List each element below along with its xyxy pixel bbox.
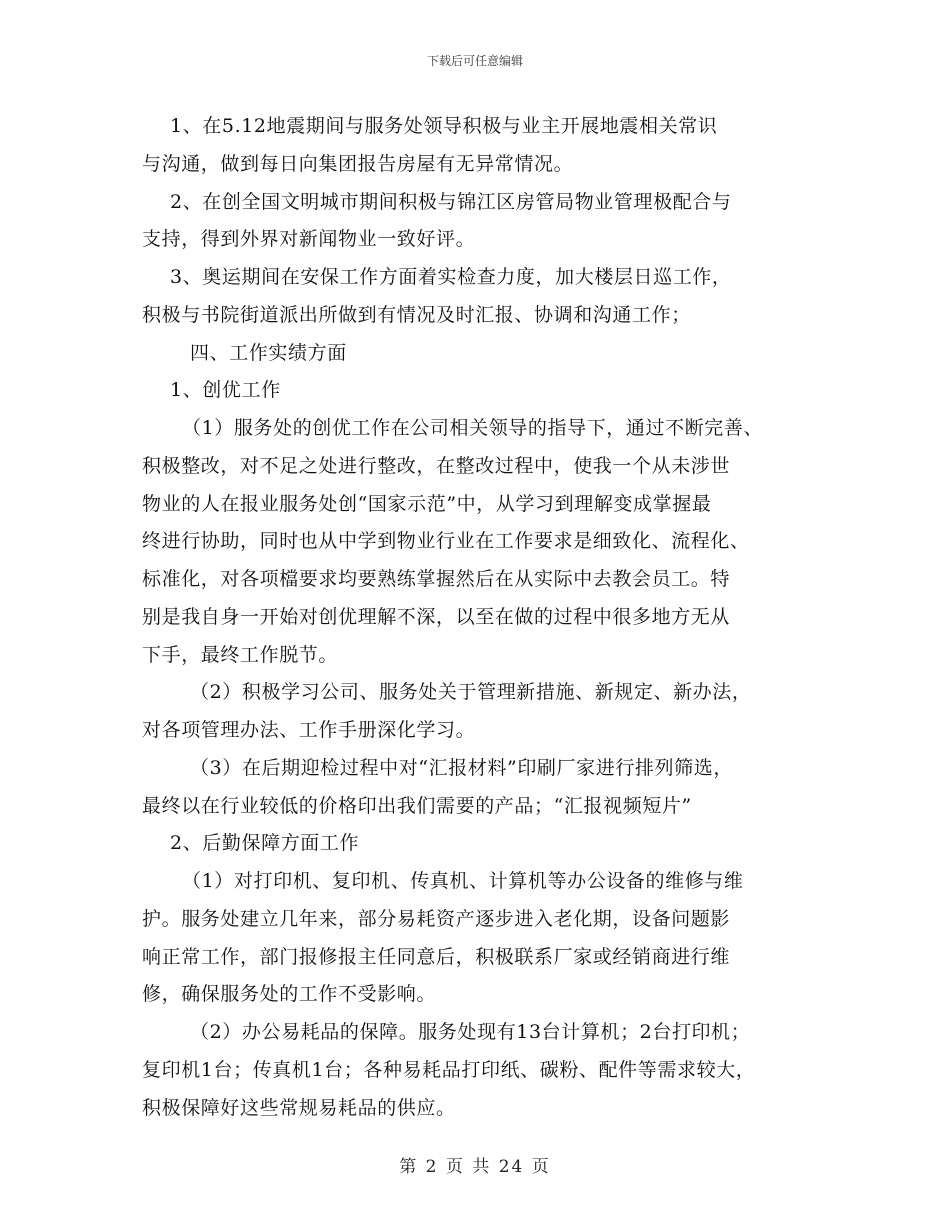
paragraph-line: （2）办公易耗品的保障。服务处现有13台计算机；2台打印机； [190,1021,751,1043]
paragraph-line: 响正常工作，部门报修报主任同意后，积极联系厂家或经销商进行维 [142,945,731,968]
paragraph-line: 护。服务处建立几年来，部分易耗资产逐步进入老化期，设备问题影 [142,907,731,930]
paragraph-line: 支持，得到外界对新闻物业一致好评。 [142,228,476,251]
paragraph-line: （1）对打印机、复印机、传真机、计算机等办公设备的维修与维 [182,870,744,892]
paragraph-line: （2）积极学习公司、服务处关于管理新措施、新规定、新办法， [190,681,752,704]
paragraph-line: 下手，最终工作脱节。 [142,643,339,666]
subsection-heading: 1、创优工作 [170,379,281,402]
page-header: 下载后可任意编辑 [426,54,523,68]
paragraph-line: （1）服务处的创优工作在公司相关领导的指导下，通过不断完善、 [182,417,764,439]
paragraph-line: 修，确保服务处的工作不受影响。 [142,983,437,1006]
document-body [142,108,842,1127]
paragraph-line: 标准化，对各项檔要求均要熟练掌握然后在从实际中去教会员工。特 [142,568,731,590]
paragraph-line: 对各项管理办法、工作手册深化学习。 [142,719,476,741]
section-heading: 四、工作实绩方面 [190,341,347,364]
paragraph-line: 3、奥运期间在安保工作方面着实检查力度，加大楼层日巡工作， [170,266,732,288]
paragraph-line: 最终以在行业较低的价格印出我们需要的产品；“汇报视频短片” [142,794,692,817]
page-footer: 第 2 页 共 24 页 [399,1157,551,1177]
subsection-heading: 2、后勤保障方面工作 [170,832,360,855]
paragraph-line: 2、在创全国文明城市期间积极与锦江区房管局物业管理极配合与 [170,190,732,213]
paragraph-line: 终进行协助，同时也从中学到物业行业在工作要求是细致化、流程化、 [142,530,750,553]
paragraph-line: 积极保障好这些常规易耗品的供应。 [142,1096,456,1119]
paragraph-line: 复印机1台；传真机1台；各种易耗品打印纸、碳粉、配件等需求较大， [142,1058,756,1081]
paragraph-line: 与沟通，做到每日向集团报告房屋有无异常情况。 [142,152,574,175]
paragraph-line: 积极与书院街道派出所做到有情况及时汇报、协调和沟通工作； [142,303,691,326]
paragraph-line: 积极整改，对不足之处进行整改，在整改过程中，使我一个从未涉世 [142,454,731,477]
paragraph-line: 物业的人在报业服务处创“国家示范”中，从学习到理解变成掌握最 [142,492,712,515]
paragraph-line: 1、在5.12地震期间与服务处领导积极与业主开展地震相关常识 [170,115,718,137]
paragraph-line: 别是我自身一开始对创优理解不深，以至在做的过程中很多地方无从 [142,605,731,628]
paragraph-line: （3）在后期迎检过程中对“汇报材料”印刷厂家进行排列筛选， [190,756,733,779]
